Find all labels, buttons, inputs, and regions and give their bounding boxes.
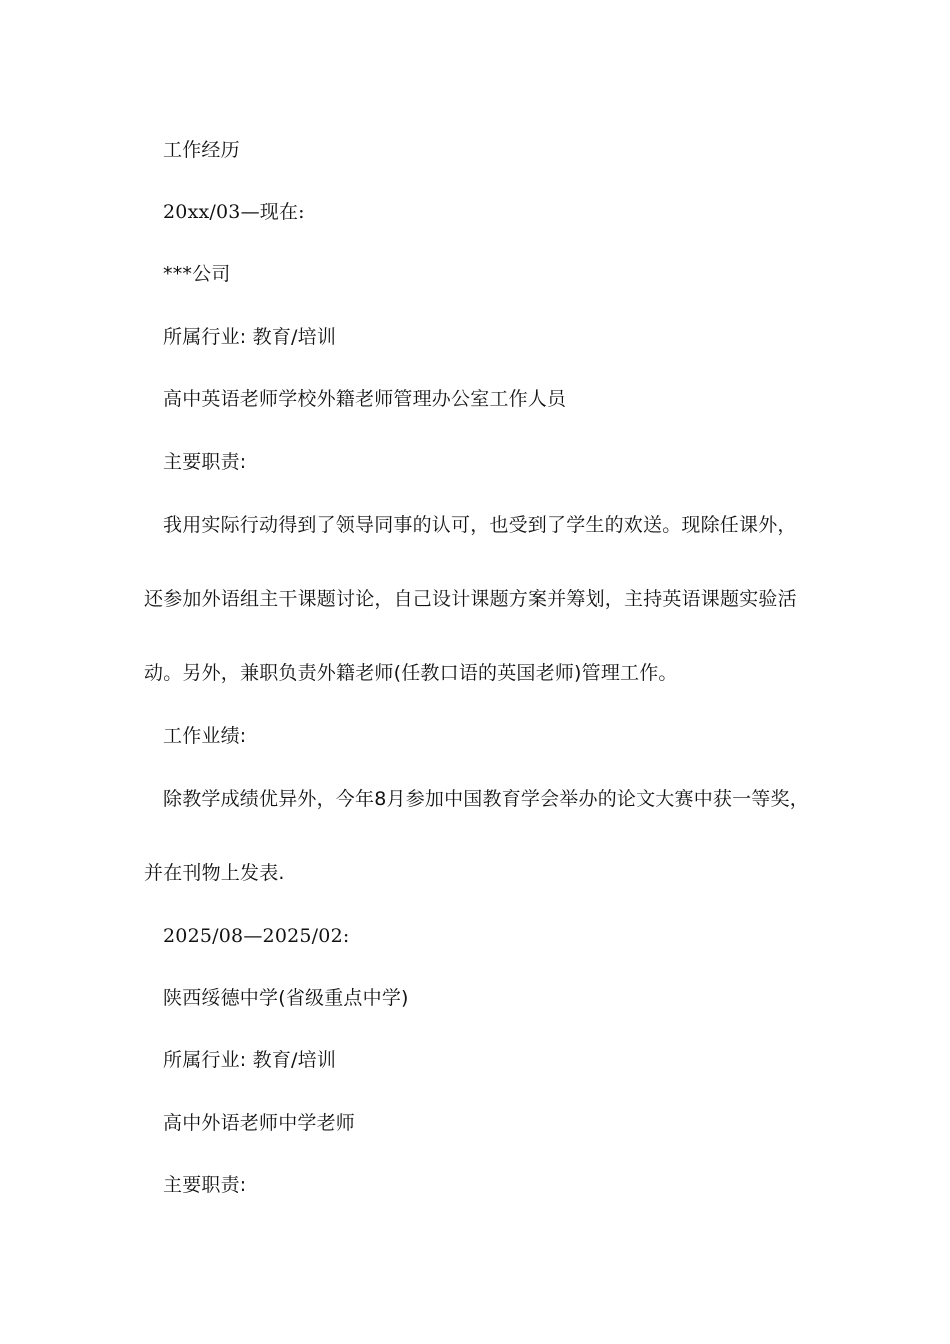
job-period-previous: 2025/08—2025/02: xyxy=(163,925,350,947)
position-title: 高中英语老师学校外籍老师管理办公室工作人员 xyxy=(163,388,567,410)
duties-paragraph-line-3: 动。另外，兼职负责外籍老师(任教口语的英国老师)管理工作。 xyxy=(144,662,678,684)
duties-paragraph-line-2: 还参加外语组主干课题讨论，自己设计课题方案并筹划，主持英语课题实验活 xyxy=(144,588,797,610)
industry-line-previous: 所属行业: 教育/培训 xyxy=(163,1049,337,1071)
achievements-heading: 工作业绩: xyxy=(163,725,247,747)
school-name: 陕西绥德中学(省级重点中学) xyxy=(163,987,409,1009)
duties-heading-previous: 主要职责: xyxy=(163,1174,247,1196)
achievements-paragraph-line-2: 并在刊物上发表. xyxy=(144,862,285,884)
industry-line: 所属行业: 教育/培训 xyxy=(163,326,337,348)
duties-heading: 主要职责: xyxy=(163,451,247,473)
duties-paragraph-line-1: 我用实际行动得到了领导同事的认可，也受到了学生的欢送。现除任课外， xyxy=(163,514,797,536)
position-title-previous: 高中外语老师中学老师 xyxy=(163,1112,356,1134)
section-heading-work-history: 工作经历 xyxy=(163,139,240,161)
job-period-current: 20xx/03—现在: xyxy=(163,201,305,223)
achievements-paragraph-line-1: 除教学成绩优异外，今年8月参加中国教育学会举办的论文大赛中获一等奖， xyxy=(163,788,809,810)
company-name: ***公司 xyxy=(163,263,231,285)
